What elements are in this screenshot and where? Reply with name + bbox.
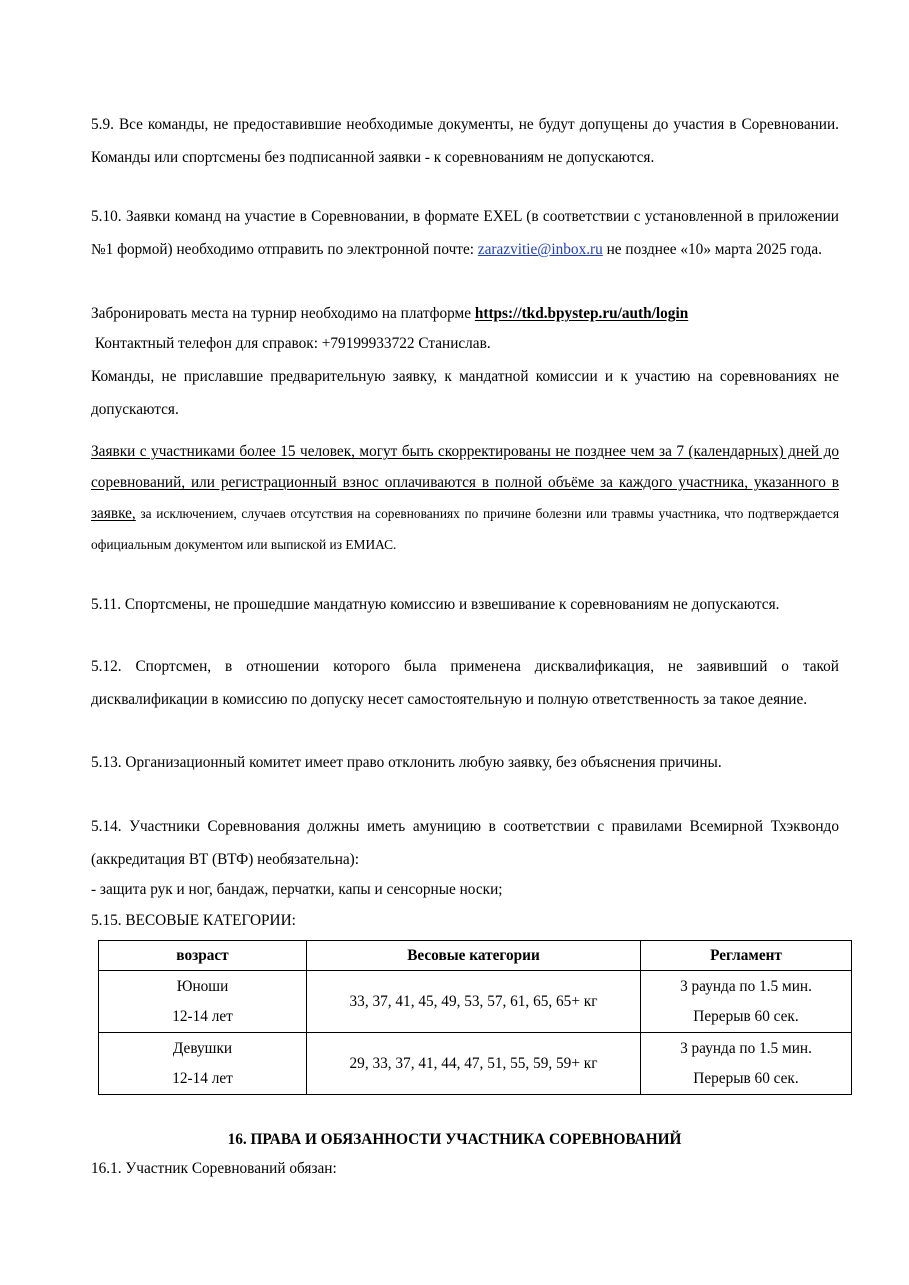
paragraph-5-11 (91, 588, 839, 621)
paragraph-5-10 (91, 200, 839, 266)
equipment-text: - защита рук и ног, бандаж, перчатки, капы и сенсорные носки; (91, 881, 503, 898)
paragraph-5-9 (91, 108, 839, 174)
weight-categories-table (98, 940, 852, 1095)
paragraph-5-14 (91, 810, 839, 876)
group-label: Девушки (172, 1040, 233, 1057)
age-cell (99, 971, 307, 1033)
age-cell (99, 1033, 307, 1095)
header-age: возраст (99, 941, 307, 971)
contact-text: Контактный телефон для справок: +79199933722 Станислав. (91, 335, 491, 352)
break-label: Перерыв 60 сек. (693, 1008, 799, 1025)
notice-underlined: Заявки с участниками более 15 человек, могут быть скорректированы не позднее чем за 7 (календарных) дней до соревнований, или регистрационный взнос оплачиваются в полной объёме за каждого участника, указанного в заявке, (91, 443, 839, 522)
rounds-label: 3 раунда по 1.5 мин. (680, 978, 812, 995)
text-5-14: 5.14. Участники Соревнования должны иметь амуницию в соответствии с правилами Всемирной Тхэквондо (аккредитация ВТ (ВТФ) необязательна): (91, 818, 839, 868)
text-5-10: 5.10. Заявки команд на участие в Соревновании, в формате EXEL (в соответствии с установленной в приложении №1 формой) необходимо отправить по электронной почте: (91, 208, 839, 258)
paragraph-16-1 (91, 1152, 839, 1185)
text-5-12: 5.12. Спортсмен, в отношении которого была применена дисквалификация, не заявивший о такой дисквалификации в комиссию по допуску несет самостоятельную и полную ответственность за такое деяние. (91, 658, 839, 708)
paragraph-5-13 (91, 746, 839, 779)
break-label: Перерыв 60 сек. (693, 1070, 799, 1087)
group-label: Юноши (176, 978, 229, 995)
header-weights: Весовые категории (307, 941, 641, 971)
booking-paragraph (91, 297, 839, 330)
contact-paragraph (91, 327, 839, 360)
rules-cell (641, 971, 852, 1033)
age-label: 12-14 лет (172, 1070, 233, 1087)
booking-link[interactable]: https://tkd.bpystep.ru/auth/login (474, 305, 689, 322)
deadline-text: не позднее «10» марта 2025 года. (602, 241, 823, 258)
no-prelim-paragraph (91, 360, 839, 426)
rounds-label: 3 раунда по 1.5 мин. (680, 1040, 812, 1057)
table-row (99, 1033, 852, 1095)
notice-small: за исключением, случаев отсутствия на соревнованиях по причине болезни или травмы участника, что подтверждается официальным документом или выпиской из ЕМИАС. (91, 506, 839, 552)
weights-cell: 29, 33, 37, 41, 44, 47, 51, 55, 59, 59+ кг (307, 1033, 641, 1095)
table-header-row (99, 941, 852, 971)
text-5-9: 5.9. Все команды, не предоставившие необходимые документы, не будут допущены до участия в Соревновании. Команды или спортсмены без подписанной заявки - к соревнованиям не допускаются. (91, 116, 839, 166)
text-5-13: 5.13. Организационный комитет имеет право отклонить любую заявку, без объяснения причины. (91, 754, 722, 771)
paragraph-5-12 (91, 650, 839, 716)
no-prelim-text: Команды, не приславшие предварительную заявку, к мандатной комиссии и к участию на соревнованиях не допускаются. (91, 368, 839, 418)
text-5-15: 5.15. ВЕСОВЫЕ КАТЕГОРИИ: (91, 912, 296, 929)
notice-paragraph (91, 436, 839, 560)
weights-cell: 33, 37, 41, 45, 49, 53, 57, 61, 65, 65+ кг (307, 971, 641, 1033)
rules-cell (641, 1033, 852, 1095)
booking-text: Забронировать места на турнир необходимо на платформе (91, 305, 475, 322)
header-rules: Регламент (641, 941, 852, 971)
email-link[interactable]: zarazvitie@inbox.ru (477, 241, 603, 258)
text-5-11: 5.11. Спортсмены, не прошедшие мандатную комиссию и взвешивание к соревнованиям не допускаются. (91, 596, 780, 613)
section-16-title: 16. ПРАВА И ОБЯЗАННОСТИ УЧАСТНИКА СОРЕВНОВАНИЙ (227, 1131, 682, 1148)
paragraph-5-15 (91, 904, 839, 937)
age-label: 12-14 лет (172, 1008, 233, 1025)
table-row (99, 971, 852, 1033)
text-16-1: 16.1. Участник Соревнований обязан: (91, 1160, 337, 1177)
equipment-paragraph (91, 873, 839, 906)
